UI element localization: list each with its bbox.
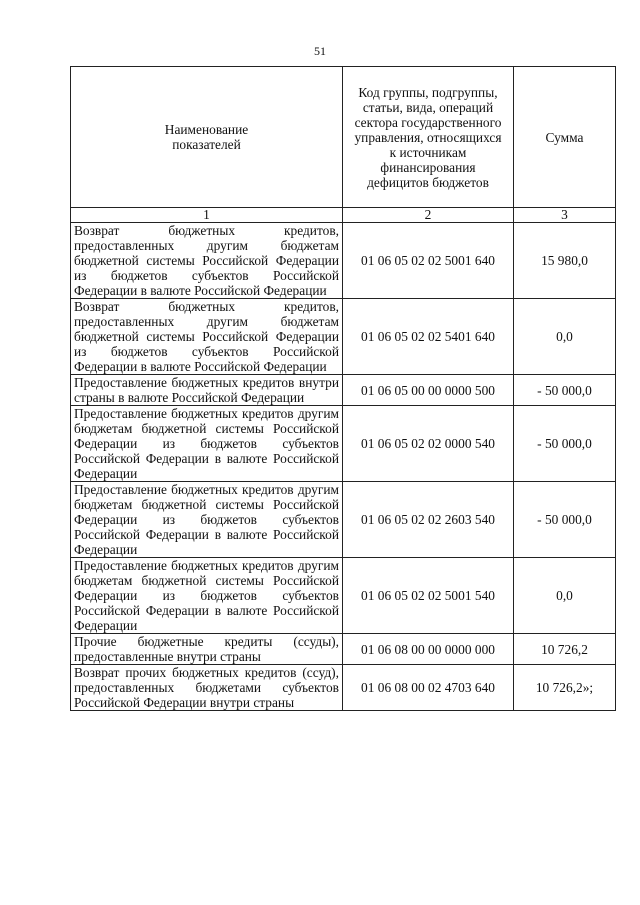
row-name: Возврат прочих бюджетных кредитов (ссуд), предоставленных бюджетами субъектов Российской Федерации внутри страны bbox=[71, 665, 343, 711]
header-code-label: Код группы, подгруппы, статьи, вида, операций сектора государственного управления, относящихся к источникам финансирования дефицитов бюджетов bbox=[354, 84, 502, 190]
row-sum: - 50 000,0 bbox=[514, 406, 616, 482]
column-number-1: 1 bbox=[71, 208, 343, 223]
header-cell-name bbox=[71, 67, 343, 208]
row-code: 01 06 08 00 02 4703 640 bbox=[343, 665, 514, 711]
row-code: 01 06 08 00 00 0000 000 bbox=[343, 634, 514, 665]
row-name: Предоставление бюджетных кредитов другим бюджетам бюджетной системы Российской Федерации из бюджетов субъектов Российской Федерации в валюте Российской Федерации bbox=[71, 558, 343, 634]
column-number-row bbox=[71, 208, 616, 223]
sources-of-financing-table bbox=[70, 66, 616, 711]
row-name: Прочие бюджетные кредиты (ссуды), предоставленные внутри страны bbox=[71, 634, 343, 665]
row-code: 01 06 05 00 00 0000 500 bbox=[343, 375, 514, 406]
row-code: 01 06 05 02 02 2603 540 bbox=[343, 482, 514, 558]
row-sum: 10 726,2»; bbox=[514, 665, 616, 711]
table-row bbox=[71, 375, 616, 406]
column-number-3: 3 bbox=[514, 208, 616, 223]
row-sum: 15 980,0 bbox=[514, 223, 616, 299]
row-name: Возврат бюджетных кредитов, предоставленных другим бюджетам бюджетной системы Российской Федерации из бюджетов субъектов Российской Федерации в валюте Российской Федерации bbox=[71, 299, 343, 375]
header-cell-sum bbox=[514, 67, 616, 208]
row-name: Предоставление бюджетных кредитов другим бюджетам бюджетной системы Российской Федерации из бюджетов субъектов Российской Федерации в валюте Российской Федерации bbox=[71, 406, 343, 482]
table-header-row bbox=[71, 67, 616, 208]
page-number: 51 bbox=[314, 44, 326, 58]
column-number-2: 2 bbox=[343, 208, 514, 223]
row-sum: - 50 000,0 bbox=[514, 375, 616, 406]
row-name: Предоставление бюджетных кредитов внутри страны в валюте Российской Федерации bbox=[71, 375, 343, 406]
row-code: 01 06 05 02 02 5001 640 bbox=[343, 223, 514, 299]
table-row bbox=[71, 665, 616, 711]
header-name-label: Наименование показателей bbox=[164, 122, 249, 152]
row-sum: 10 726,2 bbox=[514, 634, 616, 665]
table-row bbox=[71, 482, 616, 558]
table-row bbox=[71, 634, 616, 665]
header-cell-code bbox=[343, 67, 514, 208]
row-name: Предоставление бюджетных кредитов другим бюджетам бюджетной системы Российской Федерации из бюджетов субъектов Российской Федерации в валюте Российской Федерации bbox=[71, 482, 343, 558]
header-sum-label: Сумма bbox=[545, 129, 584, 145]
row-sum: 0,0 bbox=[514, 558, 616, 634]
table-row bbox=[71, 406, 616, 482]
row-sum: - 50 000,0 bbox=[514, 482, 616, 558]
row-code: 01 06 05 02 02 5401 640 bbox=[343, 299, 514, 375]
row-code: 01 06 05 02 02 0000 540 bbox=[343, 406, 514, 482]
table-row bbox=[71, 558, 616, 634]
row-code: 01 06 05 02 02 5001 540 bbox=[343, 558, 514, 634]
table-row bbox=[71, 223, 616, 299]
table-row bbox=[71, 299, 616, 375]
row-sum: 0,0 bbox=[514, 299, 616, 375]
row-name: Возврат бюджетных кредитов, предоставленных другим бюджетам бюджетной системы Российской Федерации из бюджетов субъектов Российской Федерации в валюте Российской Федерации bbox=[71, 223, 343, 299]
